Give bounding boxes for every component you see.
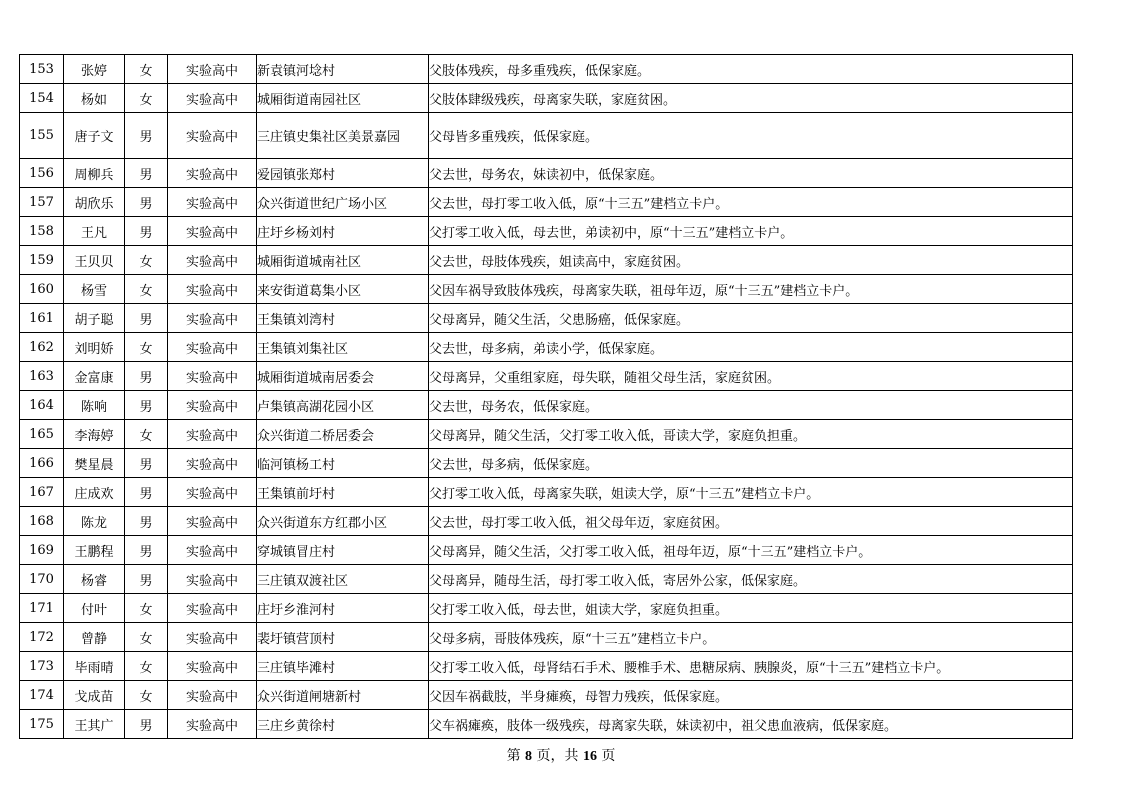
footer-page-number: 8 (525, 749, 533, 764)
cell-gender: 男 (125, 188, 168, 217)
cell-name: 李海婷 (64, 420, 125, 449)
cell-name: 樊星晨 (64, 449, 125, 478)
cell-school: 实验高中 (168, 275, 257, 304)
cell-reason: 父打零工收入低，母去世，姐读大学，家庭负担重。 (429, 594, 1073, 623)
cell-school: 实验高中 (168, 507, 257, 536)
cell-school: 实验高中 (168, 681, 257, 710)
cell-name: 刘明娇 (64, 333, 125, 362)
table-row (20, 710, 1073, 739)
cell-school: 实验高中 (168, 84, 257, 113)
cell-reason: 父母皆多重残疾，低保家庭。 (429, 113, 1073, 159)
cell-address: 城厢街道城南社区 (257, 246, 429, 275)
table-row (20, 594, 1073, 623)
cell-address: 众兴街道世纪广场小区 (257, 188, 429, 217)
cell-school: 实验高中 (168, 304, 257, 333)
cell-address: 庄圩乡杨刘村 (257, 217, 429, 246)
cell-gender: 男 (125, 304, 168, 333)
table-row (20, 478, 1073, 507)
cell-number: 158 (20, 217, 64, 246)
cell-school: 实验高中 (168, 159, 257, 188)
cell-name: 王其广 (64, 710, 125, 739)
cell-gender: 男 (125, 113, 168, 159)
cell-school: 实验高中 (168, 478, 257, 507)
cell-gender: 男 (125, 507, 168, 536)
cell-reason: 父去世，母打零工收入低，原“十三五”建档立卡户。 (429, 188, 1073, 217)
cell-number: 160 (20, 275, 64, 304)
table-row (20, 188, 1073, 217)
page-footer (0, 745, 1122, 765)
cell-gender: 女 (125, 84, 168, 113)
cell-gender: 女 (125, 681, 168, 710)
table-row (20, 420, 1073, 449)
cell-name: 曾静 (64, 623, 125, 652)
footer-total-pages: 16 (582, 749, 597, 764)
cell-number: 168 (20, 507, 64, 536)
cell-reason: 父去世，母务农，妹读初中，低保家庭。 (429, 159, 1073, 188)
table-row (20, 391, 1073, 420)
cell-name: 杨雪 (64, 275, 125, 304)
cell-address: 众兴街道闸塘新村 (257, 681, 429, 710)
cell-school: 实验高中 (168, 565, 257, 594)
cell-name: 张婷 (64, 55, 125, 84)
cell-reason: 父肢体残疾，母多重残疾，低保家庭。 (429, 55, 1073, 84)
cell-gender: 男 (125, 478, 168, 507)
cell-address: 众兴街道二桥居委会 (257, 420, 429, 449)
cell-name: 付叶 (64, 594, 125, 623)
cell-number: 161 (20, 304, 64, 333)
cell-school: 实验高中 (168, 333, 257, 362)
cell-address: 卢集镇高湖花园小区 (257, 391, 429, 420)
cell-name: 王凡 (64, 217, 125, 246)
cell-school: 实验高中 (168, 113, 257, 159)
cell-address: 爱园镇张郑村 (257, 159, 429, 188)
table-row (20, 333, 1073, 362)
cell-address: 三庄镇毕滩村 (257, 652, 429, 681)
cell-number: 153 (20, 55, 64, 84)
cell-school: 实验高中 (168, 710, 257, 739)
table-row (20, 681, 1073, 710)
cell-reason: 父打零工收入低，母离家失联，姐读大学，原“十三五”建档立卡户。 (429, 478, 1073, 507)
cell-name: 陈龙 (64, 507, 125, 536)
table-row (20, 536, 1073, 565)
table-row (20, 217, 1073, 246)
cell-address: 三庄乡黄徐村 (257, 710, 429, 739)
cell-name: 金富康 (64, 362, 125, 391)
cell-address: 三庄镇史集社区美景嘉园 (257, 113, 429, 159)
cell-name: 陈响 (64, 391, 125, 420)
cell-reason: 父去世，母多病，低保家庭。 (429, 449, 1073, 478)
cell-school: 实验高中 (168, 536, 257, 565)
cell-gender: 男 (125, 159, 168, 188)
cell-name: 戈成苗 (64, 681, 125, 710)
table-row (20, 304, 1073, 333)
cell-gender: 男 (125, 536, 168, 565)
cell-gender: 女 (125, 623, 168, 652)
table-row (20, 565, 1073, 594)
table-row (20, 362, 1073, 391)
cell-school: 实验高中 (168, 449, 257, 478)
footer-suffix: 页 (601, 748, 616, 764)
cell-number: 162 (20, 333, 64, 362)
cell-number: 157 (20, 188, 64, 217)
cell-address: 城厢街道城南居委会 (257, 362, 429, 391)
cell-school: 实验高中 (168, 420, 257, 449)
cell-school: 实验高中 (168, 246, 257, 275)
cell-reason: 父车祸瘫痪，肢体一级残疾，母离家失联，妹读初中，祖父患血液病，低保家庭。 (429, 710, 1073, 739)
cell-name: 杨睿 (64, 565, 125, 594)
cell-number: 175 (20, 710, 64, 739)
cell-name: 周柳兵 (64, 159, 125, 188)
cell-name: 王鹏程 (64, 536, 125, 565)
cell-reason: 父去世，母肢体残疾，姐读高中，家庭贫困。 (429, 246, 1073, 275)
cell-name: 杨如 (64, 84, 125, 113)
table-row (20, 652, 1073, 681)
cell-gender: 女 (125, 594, 168, 623)
cell-reason: 父母离异，随父生活，父患肠癌，低保家庭。 (429, 304, 1073, 333)
table-row (20, 507, 1073, 536)
cell-number: 159 (20, 246, 64, 275)
table-row (20, 623, 1073, 652)
student-table (19, 54, 1073, 739)
cell-address: 新袁镇河埝村 (257, 55, 429, 84)
cell-name: 胡欣乐 (64, 188, 125, 217)
cell-number: 170 (20, 565, 64, 594)
cell-address: 穿城镇冒庄村 (257, 536, 429, 565)
cell-address: 临河镇杨工村 (257, 449, 429, 478)
cell-school: 实验高中 (168, 362, 257, 391)
cell-gender: 女 (125, 275, 168, 304)
cell-number: 171 (20, 594, 64, 623)
footer-middle: 页，共 (536, 748, 579, 764)
cell-number: 163 (20, 362, 64, 391)
cell-school: 实验高中 (168, 652, 257, 681)
cell-reason: 父打零工收入低，母去世，弟读初中，原“十三五”建档立卡户。 (429, 217, 1073, 246)
cell-reason: 父因车祸截肢，半身瘫痪，母智力残疾，低保家庭。 (429, 681, 1073, 710)
cell-number: 154 (20, 84, 64, 113)
cell-gender: 女 (125, 55, 168, 84)
cell-school: 实验高中 (168, 217, 257, 246)
cell-reason: 父母离异，随母生活，母打零工收入低，寄居外公家，低保家庭。 (429, 565, 1073, 594)
cell-number: 165 (20, 420, 64, 449)
cell-reason: 父打零工收入低，母肾结石手术、腰椎手术、患糖尿病、胰腺炎，原“十三五”建档立卡户。 (429, 652, 1073, 681)
cell-name: 胡子聪 (64, 304, 125, 333)
cell-number: 169 (20, 536, 64, 565)
cell-school: 实验高中 (168, 623, 257, 652)
cell-number: 164 (20, 391, 64, 420)
cell-number: 166 (20, 449, 64, 478)
cell-number: 167 (20, 478, 64, 507)
cell-address: 来安街道葛集小区 (257, 275, 429, 304)
cell-number: 155 (20, 113, 64, 159)
cell-reason: 父肢体肆级残疾，母离家失联，家庭贫困。 (429, 84, 1073, 113)
cell-number: 156 (20, 159, 64, 188)
cell-reason: 父母多病，哥肢体残疾，原“十三五”建档立卡户。 (429, 623, 1073, 652)
footer-prefix: 第 (506, 748, 521, 764)
cell-gender: 男 (125, 710, 168, 739)
cell-address: 王集镇刘集社区 (257, 333, 429, 362)
cell-gender: 女 (125, 333, 168, 362)
table-body (20, 55, 1073, 739)
table-row (20, 449, 1073, 478)
cell-name: 唐子文 (64, 113, 125, 159)
cell-address: 王集镇刘湾村 (257, 304, 429, 333)
cell-gender: 男 (125, 217, 168, 246)
table-row (20, 275, 1073, 304)
cell-name: 毕雨晴 (64, 652, 125, 681)
cell-address: 城厢街道南园社区 (257, 84, 429, 113)
cell-name: 庄成欢 (64, 478, 125, 507)
cell-address: 裴圩镇营顶村 (257, 623, 429, 652)
cell-gender: 男 (125, 391, 168, 420)
cell-address: 三庄镇双渡社区 (257, 565, 429, 594)
cell-school: 实验高中 (168, 55, 257, 84)
table-row (20, 246, 1073, 275)
cell-name: 王贝贝 (64, 246, 125, 275)
cell-reason: 父去世，母多病，弟读小学，低保家庭。 (429, 333, 1073, 362)
cell-address: 庄圩乡淮河村 (257, 594, 429, 623)
cell-reason: 父母离异，随父生活，父打零工收入低，哥读大学，家庭负担重。 (429, 420, 1073, 449)
cell-reason: 父去世，母务农，低保家庭。 (429, 391, 1073, 420)
cell-school: 实验高中 (168, 188, 257, 217)
cell-gender: 男 (125, 449, 168, 478)
cell-number: 174 (20, 681, 64, 710)
cell-school: 实验高中 (168, 594, 257, 623)
cell-gender: 男 (125, 565, 168, 594)
cell-address: 众兴街道东方红郡小区 (257, 507, 429, 536)
cell-reason: 父母离异，父重组家庭，母失联，随祖父母生活，家庭贫困。 (429, 362, 1073, 391)
cell-gender: 女 (125, 652, 168, 681)
table-row (20, 113, 1073, 159)
cell-address: 王集镇前圩村 (257, 478, 429, 507)
cell-gender: 男 (125, 362, 168, 391)
cell-gender: 女 (125, 246, 168, 275)
cell-reason: 父因车祸导致肢体残疾，母离家失联，祖母年迈，原“十三五”建档立卡户。 (429, 275, 1073, 304)
cell-number: 173 (20, 652, 64, 681)
cell-number: 172 (20, 623, 64, 652)
cell-school: 实验高中 (168, 391, 257, 420)
cell-reason: 父母离异，随父生活，父打零工收入低，祖母年迈，原“十三五”建档立卡户。 (429, 536, 1073, 565)
table-row (20, 55, 1073, 84)
cell-gender: 女 (125, 420, 168, 449)
table-row (20, 84, 1073, 113)
table-row (20, 159, 1073, 188)
cell-reason: 父去世，母打零工收入低，祖父母年迈，家庭贫困。 (429, 507, 1073, 536)
